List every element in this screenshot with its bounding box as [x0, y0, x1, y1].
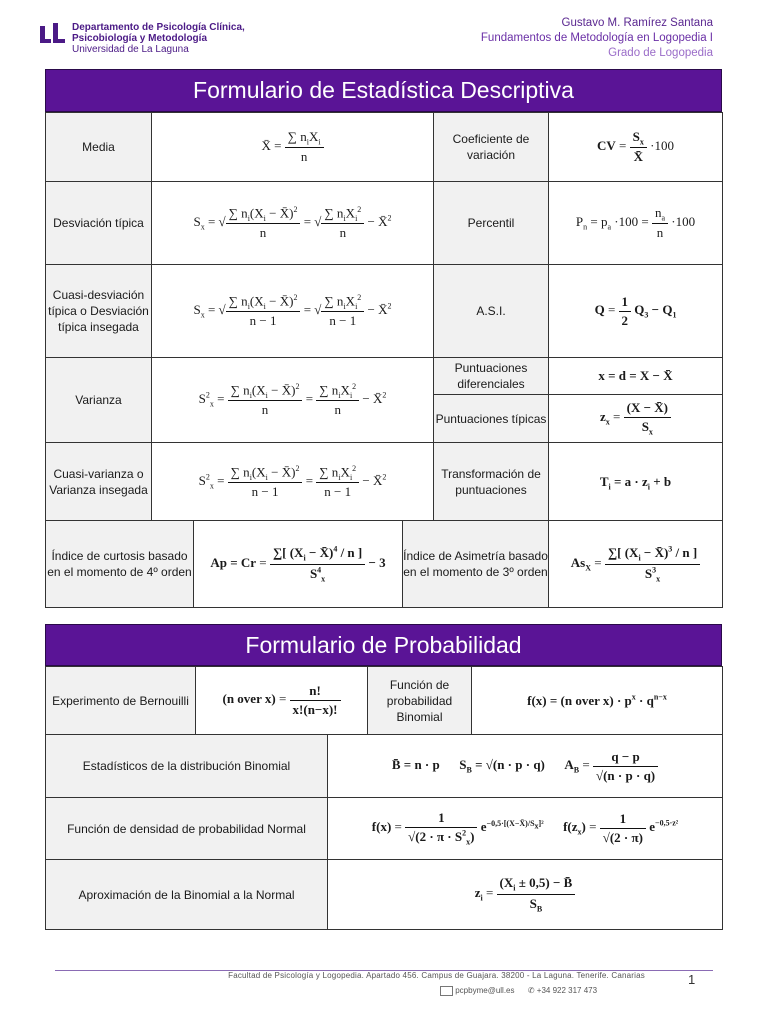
label-varianza: Varianza	[46, 358, 152, 443]
formula-transformacion: $T_i = a \cdot z_i + b$	[549, 443, 723, 522]
label-cuasi-varianza: Cuasi-varianza o Varianza insegada	[46, 443, 152, 522]
formula-tipicas: $z_x$ = $\frac{(X - X̄)}{S_x}$	[549, 395, 723, 443]
label-estadisticos: Estadísticos de la distribución Binomial	[46, 735, 328, 798]
course-name: Fundamentos de Metodología en Logopedia I	[480, 32, 713, 44]
descriptive-title: Formulario de Estadística Descriptiva	[45, 69, 722, 112]
probability-table	[45, 666, 723, 735]
label-curtosis: Índice de curtosis basado en el momento de 4º orden	[46, 521, 194, 608]
phone-icon: ✆	[527, 986, 535, 996]
formula-estadisticos: B̄ = n · p $S_B = √(n \cdot p \cdot q)$ $A_B$ = $\frac{q - p}{√(n \cdot p \cdot q)}$	[328, 735, 723, 798]
label-cv: Coeficiente de variación	[434, 113, 549, 182]
email-icon	[440, 986, 453, 996]
dept-line-1: Departamento de Psicología Clínica,	[72, 22, 245, 33]
label-funcion-prob: Función de probabilidad Binomial	[368, 667, 472, 735]
dept-line-2: Psicobiología y Metodología	[72, 33, 208, 44]
label-densidad: Función de densidad de probabilidad Normal	[46, 798, 328, 860]
label-percentil: Percentil	[434, 182, 549, 265]
descriptive-table	[45, 112, 723, 522]
formula-funcion-prob: f(x) = (n over $x) \cdot p^x \cdot q^{n-x}$	[472, 667, 723, 735]
university-logo-icon	[40, 23, 66, 45]
formula-asi: Q = $\frac{1}{2}$ $Q_3 - Q_1$	[549, 265, 723, 358]
footer-email: pcpbyme@ull.es	[455, 986, 515, 996]
formula-bernouilli: (n over x) = $\frac{n!}{x!(n-x)!}$	[196, 667, 368, 735]
formula-asimetria: $As_X$ = $\frac{\sum[ (X_i - X̄)^3 / n ]}{S^3_x}$	[549, 521, 723, 608]
label-transformacion: Transformación de puntuaciones	[434, 443, 549, 522]
label-asi: A.S.I.	[434, 265, 549, 358]
page-number: 1	[688, 972, 696, 987]
footer-contact	[440, 986, 597, 996]
label-bernouilli: Experimento de Bernouilli	[46, 667, 196, 735]
label-cuasi-desviacion: Cuasi-desviación típica o Desviación típica insegada	[46, 265, 152, 358]
formula-percentil: $P_n = p_a \cdot 100$ = $\frac{n_a}{n}$ ·100	[549, 182, 723, 265]
degree-name: Grado de Logopedia	[608, 47, 713, 59]
label-diferenciales: Puntuaciones diferenciales	[434, 358, 549, 395]
binomial-table	[45, 734, 723, 930]
footer-phone: +34 922 317 473	[536, 986, 598, 996]
label-tipicas: Puntuaciones típicas	[434, 395, 549, 443]
moments-table	[45, 520, 723, 608]
formula-diferenciales: x = d = X − X̄	[549, 358, 723, 395]
formula-cuasi-desviacion: $S_x$ = √ $\frac{\sum n_i(X_i - X̄)^2}{n - 1}$ = √ ∑ $n_iX_i^2$ n − 1 − X̄$^2$	[152, 265, 434, 358]
formula-desviacion: $S_x$ = √ $\frac{\sum n_i(X_i - X̄)^2}{n}$ = √ ∑ $n_iX_i^2$ n − X̄$^2$	[152, 182, 434, 265]
label-aproximacion: Aproximación de la Binomial a la Normal	[46, 860, 328, 930]
formula-media: X̄ = ∑ $n_iX_i$ n	[152, 113, 434, 182]
course-block	[481, 16, 713, 61]
formula-curtosis: Ap = Cr = $\frac{\sum[ (X_i - X̄)^4 / n ]}{S^4_x}$ − 3	[194, 521, 403, 608]
formula-densidad: f(x) = $\frac{1}{√(2 \cdot \pi \cdot S^2_x)}$ $e^{-0,5\cdot[(X-X̄)/Sx]^2}$ $f(z_x)$ = $\frac{1}{√(2 \cdot \pi)}$ $e^{-0,5\cdot z^2}$	[328, 798, 723, 860]
formula-cv: CV = $\frac{S_x}{X̄}$ ·100	[549, 113, 723, 182]
formula-cuasi-varianza: $S^2_x$ = $\frac{\sum n_i(X_i - X̄)^2}{n - 1}$ = ∑ $n_iX_i^2$ n − 1 − X̄$^2$	[152, 443, 434, 522]
label-media: Media	[46, 113, 152, 182]
formula-varianza: $S^2_x$ = $\frac{\sum n_i(X_i - X̄)^2}{n}$ = ∑ $n_iX_i^2$ n − X̄$^2$	[152, 358, 434, 443]
label-asimetria: Índice de Asimetría basado en el momento de 3º orden	[403, 521, 549, 608]
author-name: Gustavo M. Ramírez Santana	[561, 17, 713, 29]
footer-address: Facultad de Psicología y Logopedia. Apartado 456. Campus de Guajara. 38200 - La Laguna. Tenerife. Canarias	[228, 971, 645, 980]
probability-title: Formulario de Probabilidad	[45, 624, 722, 666]
label-desviacion: Desviación típica	[46, 182, 152, 265]
formula-aproximacion: $z_i$ = $\frac{(X_i \pm 0,5) - B̄}{S_B}$	[328, 860, 723, 930]
department-block	[72, 22, 245, 55]
university-name: Universidad de La Laguna	[72, 44, 189, 55]
